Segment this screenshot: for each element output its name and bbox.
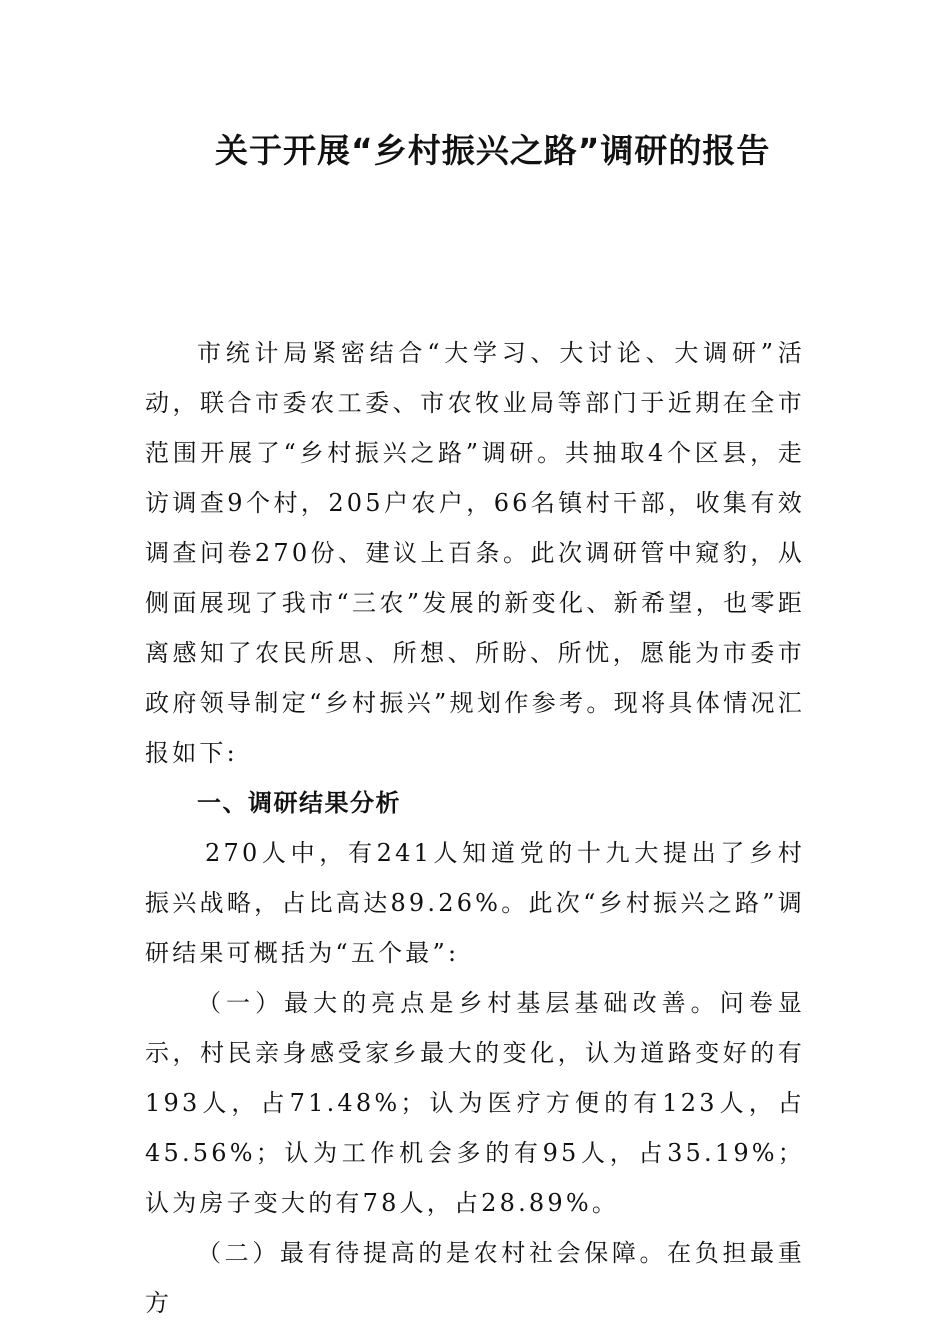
social-security-paragraph: （二）最有待提高的是农村社会保障。在负担最重方 — [145, 1239, 805, 1317]
highlight-paragraph: （一）最大的亮点是乡村基层基础改善。问卷显示，村民亲身感受家乡最大的变化，认为道路变好的有193人，占71.48%；认为医疗方便的有123人，占45.56%；认为工作机会多的有95人，占35.19%；认为房子变大的有78人，占28.89%。 — [145, 989, 805, 1217]
result-paragraph: 270人中，有241人知道党的十九大提出了乡村振兴战略，占比高达89.26%。此次“乡村振兴之路”调研结果可概括为“五个最”: — [145, 839, 805, 967]
document-title: 关于开展“乡村振兴之路”调研的报告 — [215, 131, 771, 170]
document-body — [145, 328, 805, 1328]
section-heading: 一、调研结果分析 — [197, 789, 401, 817]
intro-paragraph: 市统计局紧密结合“大学习、大讨论、大调研”活动，联合市委农工委、市农牧业局等部门于近期在全市范围开展了“乡村振兴之路”调研。共抽取4个区县，走访调查9个村，205户农户，66名镇村干部，收集有效调查问卷270份、建议上百条。此次调研管中窥豹，从侧面展现了我市“三农”发展的新变化、新希望，也零距离感知了农民所思、所想、所盼、所忧，愿能为市委市政府领导制定“乡村振兴”规划作参考。现将具体情况汇报如下: — [145, 339, 805, 767]
